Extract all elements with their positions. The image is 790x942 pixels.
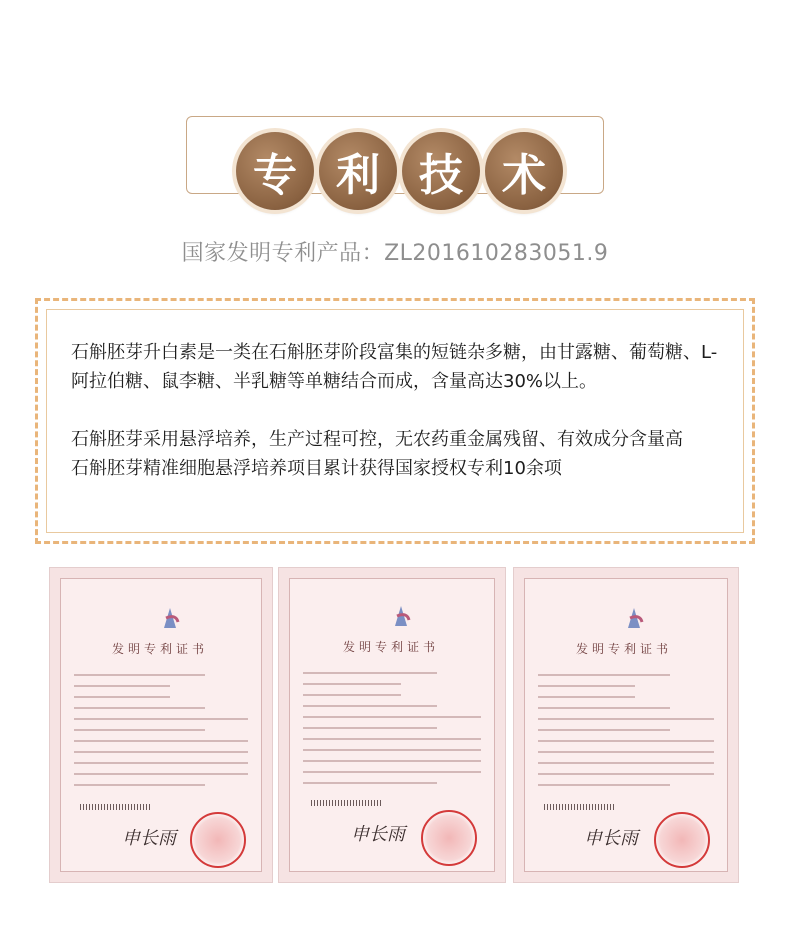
certificate-text-lines xyxy=(538,674,714,795)
certificate-text-lines xyxy=(303,672,481,793)
title-char-2: 利 xyxy=(319,132,397,210)
patent-certificate-image xyxy=(50,568,272,882)
patent-certificate-image xyxy=(514,568,738,882)
certificate-title: 发明专利证书 xyxy=(576,642,673,656)
certificate-text-lines xyxy=(74,674,248,795)
patent-certificate-image xyxy=(279,568,505,882)
certificate-title: 发明专利证书 xyxy=(343,640,440,654)
patent-office-logo-icon xyxy=(387,602,415,630)
description-paragraph-2: 石斛胚芽采用悬浮培养，生产过程可控，无农药重金属残留、有效成分含量高 xyxy=(71,429,683,450)
description-inner xyxy=(46,309,744,533)
certificate-barcode xyxy=(544,804,614,810)
title-char-3: 技 xyxy=(402,132,480,210)
certificate-title: 发明专利证书 xyxy=(112,642,209,656)
official-seal-icon xyxy=(654,812,710,868)
certificate-barcode xyxy=(311,800,381,806)
title-char-1: 专 xyxy=(236,132,314,210)
description-paragraph-3: 石斛胚芽精准细胞悬浮培养项目累计获得国家授权专利10余项 xyxy=(71,458,562,479)
title-char-4: 术 xyxy=(485,132,563,210)
patent-number: 国家发明专利产品：ZL201610283051.9 xyxy=(181,241,609,266)
description-paragraph-1: 石斛胚芽升白素是一类在石斛胚芽阶段富集的短链杂多糖，由甘露糖、葡萄糖、L-阿拉伯糖、鼠李糖、半乳糖等单糖结合而成，含量高达30%以上。 xyxy=(71,342,718,392)
director-signature: 申长雨 xyxy=(584,828,638,849)
director-signature: 申长雨 xyxy=(122,828,176,849)
certificate-barcode xyxy=(80,804,150,810)
official-seal-icon xyxy=(190,812,246,868)
section-title xyxy=(236,132,563,232)
patent-office-logo-icon xyxy=(156,604,184,632)
official-seal-icon xyxy=(421,810,477,866)
patent-office-logo-icon xyxy=(620,604,648,632)
description-box xyxy=(35,298,755,544)
certificate-gallery xyxy=(0,566,790,886)
director-signature: 申长雨 xyxy=(351,824,405,845)
